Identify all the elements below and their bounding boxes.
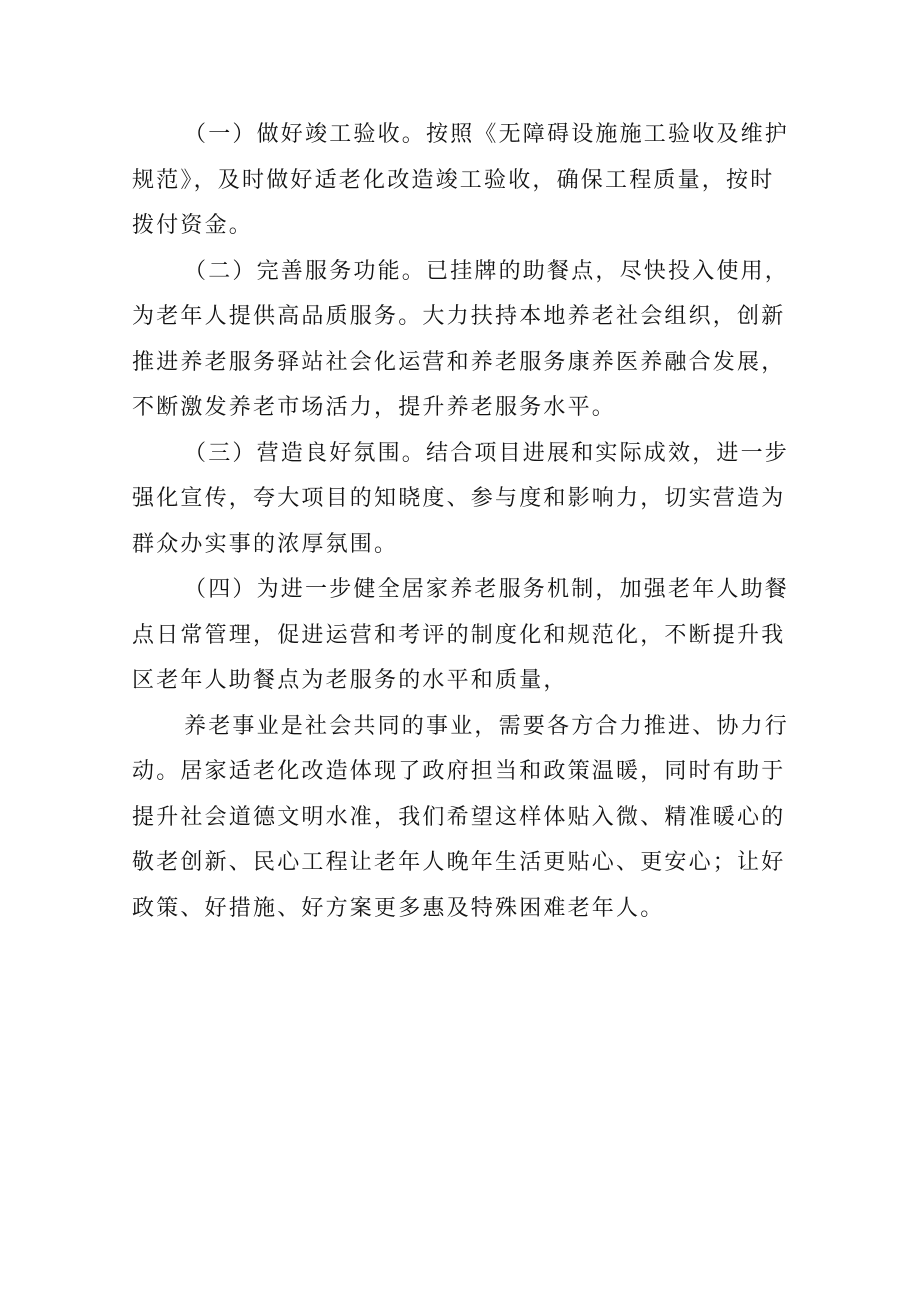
paragraph-meal-point-mechanism: （四）为进一步健全居家养老服务机制，加强老年人助餐点日常管理，促进运营和考评的制度化和规范化，不断提升我区老年人助餐点为老服务的水平和质量， <box>132 577 790 693</box>
paragraph-conclusion: 养老事业是社会共同的事业，需要各方合力推进、协力行动。居家适老化改造体现了政府担当和政策温暖，同时有助于提升社会道德文明水准，我们希望这样体贴入微、精准暖心的敬老创新、民心工程让老年人晚年生活更贴心、更安心；让好政策、好措施、好方案更多惠及特殊困难老年人。 <box>132 713 790 921</box>
paragraph-atmosphere: （三）营造良好氛围。结合项目进展和实际成效，进一步强化宣传，夸大项目的知晓度、参与度和影响力，切实营造为群众办实事的浓厚氛围。 <box>132 440 790 557</box>
document-body <box>132 112 792 931</box>
paragraph-service-functions: （二）完善服务功能。已挂牌的助餐点，尽快投入使用，为老年人提供高品质服务。大力扶持本地养老社会组织，创新推进养老服务驿站社会化运营和养老服务康养医养融合发展，不断激发养老市场活力，提升养老服务水平。 <box>132 258 790 420</box>
paragraph-completion-acceptance: （一）做好竣工验收。按照《无障碍设施施工验收及维护规范》，及时做好适老化改造竣工验收，确保工程质量，按时拨付资金。 <box>132 122 790 238</box>
